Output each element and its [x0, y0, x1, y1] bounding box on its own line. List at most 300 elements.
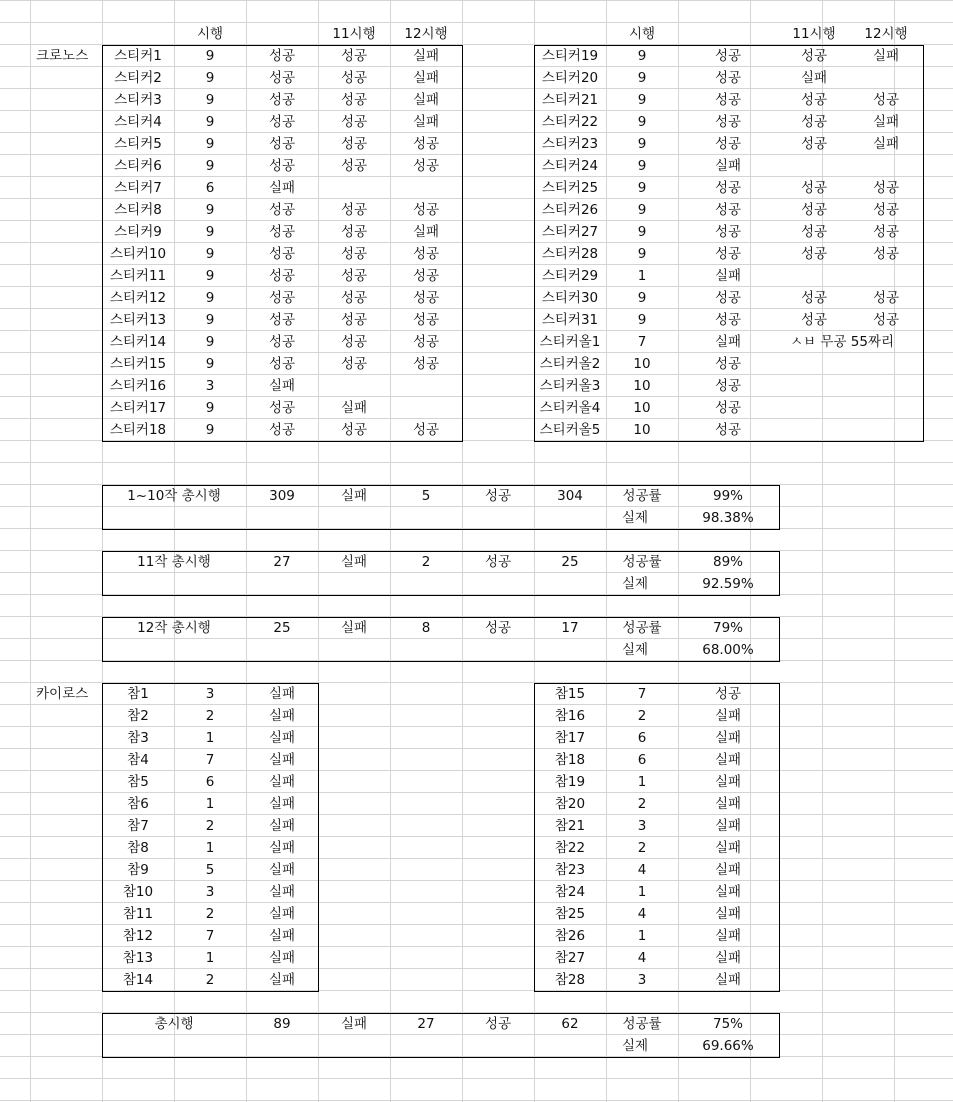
sticker-cell: 9 — [205, 158, 215, 174]
charm-cell: 실패 — [714, 862, 742, 878]
charm-cell: 실패 — [714, 972, 742, 988]
summary-succ: 304 — [557, 488, 583, 504]
charm-cell: 2 — [637, 708, 647, 724]
sticker-cell: 성공 — [268, 312, 296, 328]
sticker-cell: 성공 — [800, 180, 828, 196]
summary-rate: 99% — [712, 488, 743, 504]
sticker-name: 스티커19 — [541, 48, 599, 64]
sticker-cell — [778, 419, 850, 441]
charm-cell: 성공 — [714, 686, 742, 702]
sticker-name: 스티커28 — [541, 246, 599, 262]
charm-cell: 실패 — [714, 796, 742, 812]
summary-succ-label: 성공 — [484, 1016, 512, 1032]
charm-name: 참27 — [554, 950, 586, 966]
sticker-cell: 성공 — [340, 70, 368, 86]
summary-fail: 8 — [421, 620, 431, 636]
sticker-name: 스티커13 — [109, 312, 167, 328]
summary-fail-label: 실패 — [340, 620, 368, 636]
sticker-cell: 실패 — [800, 70, 828, 86]
sticker-name: 스티커10 — [109, 246, 167, 262]
sticker-cell: 성공 — [340, 422, 368, 438]
sticker-cell: 9 — [637, 312, 647, 328]
sticker-name: 스티커18 — [109, 422, 167, 438]
sticker-name: 스티커7 — [114, 180, 162, 196]
charm-cell: 실패 — [268, 862, 296, 878]
sticker-cell — [318, 177, 390, 199]
charm-cell: 실패 — [268, 928, 296, 944]
charm-cell: 실패 — [714, 950, 742, 966]
sticker-cell: 성공 — [268, 92, 296, 108]
charm-cell: 3 — [637, 818, 647, 834]
sticker-cell — [850, 353, 922, 375]
sticker-cell: 성공 — [340, 312, 368, 328]
summary-succ-label: 성공 — [484, 554, 512, 570]
sticker-cell: 성공 — [268, 48, 296, 64]
sticker-cell: 9 — [637, 290, 647, 306]
sticker-name: 스티커올5 — [539, 422, 601, 438]
sticker-cell: 실패 — [340, 400, 368, 416]
charm-cell: 실패 — [714, 818, 742, 834]
sticker-cell: 9 — [205, 400, 215, 416]
sticker-cell: 1 — [637, 268, 647, 284]
sticker-cell: 성공 — [714, 48, 742, 64]
sticker-cell: 10 — [633, 356, 651, 372]
sticker-cell: 3 — [205, 378, 215, 394]
sticker-name: 스티커20 — [541, 70, 599, 86]
charm-cell: 1 — [637, 884, 647, 900]
sticker-cell: 성공 — [800, 92, 828, 108]
sticker-cell — [850, 419, 922, 441]
charm-name: 참10 — [122, 884, 154, 900]
sticker-cell: 성공 — [340, 48, 368, 64]
sticker-cell: 실패 — [268, 180, 296, 196]
sticker-name: 스티커8 — [114, 202, 162, 218]
charm-cell: 실패 — [268, 730, 296, 746]
sticker-cell: 성공 — [412, 158, 440, 174]
sticker-name: 스티커12 — [109, 290, 167, 306]
charm-cell: 1 — [205, 730, 215, 746]
sticker-cell: 9 — [205, 224, 215, 240]
charm-cell: 5 — [205, 862, 215, 878]
sticker-cell: 성공 — [800, 246, 828, 262]
charm-cell: 4 — [637, 950, 647, 966]
sticker-cell: 성공 — [412, 268, 440, 284]
sticker-name: 스티커15 — [109, 356, 167, 372]
sticker-cell: 성공 — [268, 334, 296, 350]
sticker-name: 스티커14 — [109, 334, 167, 350]
sticker-cell — [390, 177, 462, 199]
sticker-cell — [318, 375, 390, 397]
sticker-cell: 9 — [637, 202, 647, 218]
sticker-name: 스티커24 — [541, 158, 599, 174]
sticker-cell: 성공 — [714, 400, 742, 416]
charm-cell: 3 — [205, 686, 215, 702]
sticker-cell: 실패 — [872, 114, 900, 130]
sticker-cell: 성공 — [268, 268, 296, 284]
sticker-cell: 성공 — [268, 202, 296, 218]
sticker-cell: 성공 — [268, 356, 296, 372]
summary-succ-label: 성공 — [484, 620, 512, 636]
charm-name: 참15 — [554, 686, 586, 702]
sticker-cell: 6 — [205, 180, 215, 196]
sticker-name: 스티커26 — [541, 202, 599, 218]
sticker-cell: 9 — [637, 180, 647, 196]
charm-name: 참3 — [127, 730, 149, 746]
sticker-cell: 성공 — [268, 114, 296, 130]
sticker-cell: 성공 — [872, 92, 900, 108]
sticker-cell: 성공 — [800, 224, 828, 240]
sticker-cell: 성공 — [412, 246, 440, 262]
sticker-cell: 9 — [637, 70, 647, 86]
summary-rate: 89% — [712, 554, 743, 570]
sticker-name: 스티커4 — [114, 114, 162, 130]
summary-succ-label: 성공 — [484, 488, 512, 504]
sticker-cell: 성공 — [800, 312, 828, 328]
charm-cell: 실패 — [268, 708, 296, 724]
sticker-cell: 성공 — [800, 48, 828, 64]
sticker-cell: 9 — [205, 48, 215, 64]
sticker-cell: 10 — [633, 422, 651, 438]
sticker-name: 스티커올2 — [539, 356, 601, 372]
sticker-cell: 9 — [205, 334, 215, 350]
charm-cell: 3 — [205, 884, 215, 900]
charm-cell: 6 — [637, 730, 647, 746]
charm-cell: 2 — [205, 906, 215, 922]
summary-rate-label: 성공률 — [622, 620, 662, 636]
sticker-cell: 9 — [205, 290, 215, 306]
summary-total: 309 — [269, 488, 295, 504]
charm-cell: 7 — [637, 686, 647, 702]
sticker-cell: 성공 — [714, 378, 742, 394]
sticker-cell: 9 — [205, 422, 215, 438]
sticker-cell — [778, 397, 850, 419]
charm-cell: 실패 — [714, 708, 742, 724]
charm-cell: 실패 — [714, 840, 742, 856]
sticker-name: 스티커5 — [114, 136, 162, 152]
sticker-cell: 성공 — [412, 356, 440, 372]
charm-cell: 실패 — [268, 840, 296, 856]
sticker-cell: 9 — [637, 114, 647, 130]
sticker-cell: 실패 — [714, 158, 742, 174]
sticker-cell: 성공 — [714, 202, 742, 218]
sticker-cell: 성공 — [714, 70, 742, 86]
sticker-cell: 성공 — [800, 136, 828, 152]
summary-fail: 27 — [417, 1016, 435, 1032]
header-trial-right: 시행 — [628, 26, 656, 42]
sticker-cell: 9 — [205, 136, 215, 152]
sticker-name: 스티커27 — [541, 224, 599, 240]
sticker-cell: 성공 — [872, 180, 900, 196]
sticker-cell: 성공 — [340, 356, 368, 372]
charm-name: 참28 — [554, 972, 586, 988]
summary-actual-label: 실제 — [621, 576, 649, 592]
sticker-cell: 실패 — [872, 48, 900, 64]
summary-fail: 2 — [421, 554, 431, 570]
sticker-cell: 성공 — [412, 290, 440, 306]
charm-cell: 1 — [637, 928, 647, 944]
summary-total: 89 — [273, 1016, 291, 1032]
sticker-cell — [778, 375, 850, 397]
sticker-cell: 10 — [633, 400, 651, 416]
summary-rate: 79% — [712, 620, 743, 636]
charm-name: 참5 — [127, 774, 149, 790]
sticker-name: 스티커21 — [541, 92, 599, 108]
charm-name: 참7 — [127, 818, 149, 834]
charm-cell: 실패 — [268, 818, 296, 834]
summary-actual: 98.38% — [702, 510, 754, 526]
sticker-cell — [778, 265, 850, 287]
sticker-name: 스티커올1 — [539, 334, 601, 350]
sticker-cell: 성공 — [714, 136, 742, 152]
sticker-cell: 9 — [205, 92, 215, 108]
header-12-left: 12시행 — [404, 26, 448, 42]
sticker-cell: 성공 — [800, 114, 828, 130]
sticker-cell: 성공 — [268, 136, 296, 152]
sticker-name: 스티커3 — [114, 92, 162, 108]
sticker-cell: 성공 — [412, 202, 440, 218]
sticker-cell — [850, 67, 922, 89]
summary-total: 25 — [273, 620, 291, 636]
sticker-cell: 성공 — [872, 246, 900, 262]
charm-cell: 6 — [637, 752, 647, 768]
charm-cell: 7 — [205, 928, 215, 944]
charm-cell: 6 — [205, 774, 215, 790]
header-trial-left: 시행 — [196, 26, 224, 42]
sticker-cell: 성공 — [714, 114, 742, 130]
sticker-cell: 실패 — [412, 92, 440, 108]
sticker-name: 스티커올3 — [539, 378, 601, 394]
sticker-name: 스티커17 — [109, 400, 167, 416]
summary-succ: 25 — [561, 554, 579, 570]
charm-name: 참13 — [122, 950, 154, 966]
sticker-cell: 성공 — [340, 290, 368, 306]
sticker-cell: 실패 — [412, 48, 440, 64]
summary-rate-label: 성공률 — [622, 1016, 662, 1032]
charm-name: 참6 — [127, 796, 149, 812]
sticker-cell: 성공 — [340, 136, 368, 152]
charm-name: 참20 — [554, 796, 586, 812]
charm-cell: 2 — [205, 818, 215, 834]
charm-name: 참9 — [127, 862, 149, 878]
sticker-cell: 성공 — [268, 246, 296, 262]
sticker-cell: 성공 — [872, 224, 900, 240]
charm-cell: 4 — [637, 906, 647, 922]
charm-cell: 2 — [637, 796, 647, 812]
charm-cell: 실패 — [268, 950, 296, 966]
summary-rate: 75% — [712, 1016, 743, 1032]
sticker-cell: 9 — [637, 246, 647, 262]
charm-cell: 실패 — [714, 928, 742, 944]
charm-cell: 2 — [205, 708, 215, 724]
charm-cell: 실패 — [268, 752, 296, 768]
summary-actual: 68.00% — [702, 642, 754, 658]
sticker-name: 스티커22 — [541, 114, 599, 130]
summary-rate-label: 성공률 — [622, 488, 662, 504]
sticker-cell: 9 — [205, 246, 215, 262]
sticker-cell: 실패 — [412, 114, 440, 130]
summary-succ: 62 — [561, 1016, 579, 1032]
sticker-cell: 성공 — [268, 422, 296, 438]
sticker-name: 스티커9 — [114, 224, 162, 240]
summary-fail-label: 실패 — [340, 554, 368, 570]
sticker-cell: 성공 — [800, 290, 828, 306]
sticker-cell: 성공 — [268, 400, 296, 416]
sticker-cell: 실패 — [872, 136, 900, 152]
sticker-name: 스티커1 — [114, 48, 162, 64]
sticker-cell: 성공 — [340, 268, 368, 284]
charm-name: 참22 — [554, 840, 586, 856]
charm-name: 참8 — [127, 840, 149, 856]
summary-label: 총시행 — [154, 1016, 194, 1032]
sticker-cell: 9 — [205, 114, 215, 130]
charm-name: 참18 — [554, 752, 586, 768]
charm-cell: 실패 — [714, 906, 742, 922]
sticker-cell: 10 — [633, 378, 651, 394]
summary-label: 12작 총시행 — [137, 620, 211, 636]
sticker-name: 스티커2 — [114, 70, 162, 86]
sticker-name: 스티커29 — [541, 268, 599, 284]
charm-cell: 실패 — [268, 686, 296, 702]
charm-cell: 1 — [205, 840, 215, 856]
sticker-cell: 성공 — [714, 290, 742, 306]
sticker-cell: 성공 — [340, 246, 368, 262]
sticker-cell: 성공 — [268, 290, 296, 306]
note-cell: ㅅㅂ 무공 55짜리 — [790, 334, 895, 350]
charm-name: 참25 — [554, 906, 586, 922]
sticker-cell: 성공 — [714, 180, 742, 196]
sticker-cell — [850, 397, 922, 419]
summary-succ: 17 — [561, 620, 579, 636]
sticker-cell: 성공 — [872, 290, 900, 306]
summary-actual-label: 실제 — [621, 642, 649, 658]
charm-cell: 실패 — [268, 972, 296, 988]
charm-name: 참12 — [122, 928, 154, 944]
charm-cell: 실패 — [268, 906, 296, 922]
sticker-cell: 9 — [637, 158, 647, 174]
sticker-cell: 성공 — [268, 158, 296, 174]
charm-cell: 실패 — [714, 774, 742, 790]
sticker-cell: 성공 — [340, 92, 368, 108]
summary-actual-label: 실제 — [621, 1038, 649, 1054]
sticker-cell: 실패 — [412, 70, 440, 86]
sticker-cell: 실패 — [714, 268, 742, 284]
sticker-cell: 9 — [205, 312, 215, 328]
sticker-cell: 성공 — [714, 422, 742, 438]
sticker-cell: 7 — [637, 334, 647, 350]
sticker-cell: 실패 — [412, 224, 440, 240]
sticker-cell: 성공 — [714, 224, 742, 240]
sticker-cell: 9 — [205, 356, 215, 372]
charm-name: 참21 — [554, 818, 586, 834]
sticker-name: 스티커16 — [109, 378, 167, 394]
sticker-cell: 성공 — [412, 312, 440, 328]
sticker-cell: 성공 — [714, 356, 742, 372]
section-label-kairos: 카이로스 — [36, 686, 89, 702]
summary-rate-label: 성공률 — [622, 554, 662, 570]
sticker-cell: 성공 — [714, 92, 742, 108]
charm-cell: 실패 — [714, 730, 742, 746]
header-11-left: 11시행 — [332, 26, 376, 42]
sticker-cell: 성공 — [340, 224, 368, 240]
charm-name: 참14 — [122, 972, 154, 988]
charm-cell: 1 — [637, 774, 647, 790]
sticker-cell: 성공 — [268, 70, 296, 86]
charm-cell: 1 — [205, 950, 215, 966]
sticker-cell: 성공 — [340, 202, 368, 218]
charm-cell: 실패 — [714, 884, 742, 900]
summary-fail-label: 실패 — [340, 1016, 368, 1032]
summary-actual: 69.66% — [702, 1038, 754, 1054]
sticker-cell: 9 — [205, 268, 215, 284]
charm-cell: 실패 — [268, 774, 296, 790]
charm-cell: 실패 — [268, 884, 296, 900]
charm-name: 참4 — [127, 752, 149, 768]
header-12-right: 12시행 — [864, 26, 908, 42]
sticker-cell: 실패 — [714, 334, 742, 350]
charm-name: 참23 — [554, 862, 586, 878]
sticker-name: 스티커23 — [541, 136, 599, 152]
sticker-cell — [850, 375, 922, 397]
sticker-cell: 성공 — [412, 136, 440, 152]
charm-cell: 실패 — [714, 752, 742, 768]
charm-cell: 2 — [637, 840, 647, 856]
sticker-name: 스티커11 — [109, 268, 167, 284]
sticker-cell — [778, 353, 850, 375]
summary-total: 27 — [273, 554, 291, 570]
charm-name: 참17 — [554, 730, 586, 746]
summary-fail-label: 실패 — [340, 488, 368, 504]
sticker-cell — [390, 375, 462, 397]
section-label-cross: 크로노스 — [36, 48, 89, 64]
sticker-cell: 성공 — [340, 334, 368, 350]
sticker-cell: 9 — [205, 70, 215, 86]
summary-label: 1~10작 총시행 — [127, 488, 221, 504]
sticker-name: 스티커31 — [541, 312, 599, 328]
sticker-cell: 성공 — [412, 334, 440, 350]
sticker-cell: 9 — [637, 224, 647, 240]
sticker-name: 스티커30 — [541, 290, 599, 306]
header-11-right: 11시행 — [792, 26, 836, 42]
charm-name: 참26 — [554, 928, 586, 944]
charm-name: 참2 — [127, 708, 149, 724]
charm-cell: 4 — [637, 862, 647, 878]
sticker-name: 스티커6 — [114, 158, 162, 174]
summary-actual: 92.59% — [702, 576, 754, 592]
sticker-cell — [778, 155, 850, 177]
sticker-cell: 성공 — [340, 158, 368, 174]
sticker-cell: 9 — [637, 48, 647, 64]
charm-cell: 2 — [205, 972, 215, 988]
sticker-name: 스티커올4 — [539, 400, 601, 416]
sticker-cell — [850, 155, 922, 177]
sticker-cell: 9 — [637, 136, 647, 152]
sticker-cell: 성공 — [714, 246, 742, 262]
charm-name: 참1 — [127, 686, 149, 702]
sticker-cell: 성공 — [800, 202, 828, 218]
sticker-cell: 성공 — [268, 224, 296, 240]
sticker-cell: 성공 — [872, 202, 900, 218]
charm-cell: 7 — [205, 752, 215, 768]
sticker-cell — [850, 265, 922, 287]
sticker-cell: 실패 — [268, 378, 296, 394]
charm-cell: 실패 — [268, 796, 296, 812]
sticker-cell: 성공 — [412, 422, 440, 438]
summary-fail: 5 — [421, 488, 431, 504]
charm-name: 참16 — [554, 708, 586, 724]
sticker-cell: 성공 — [872, 312, 900, 328]
charm-cell: 1 — [205, 796, 215, 812]
charm-cell: 3 — [637, 972, 647, 988]
